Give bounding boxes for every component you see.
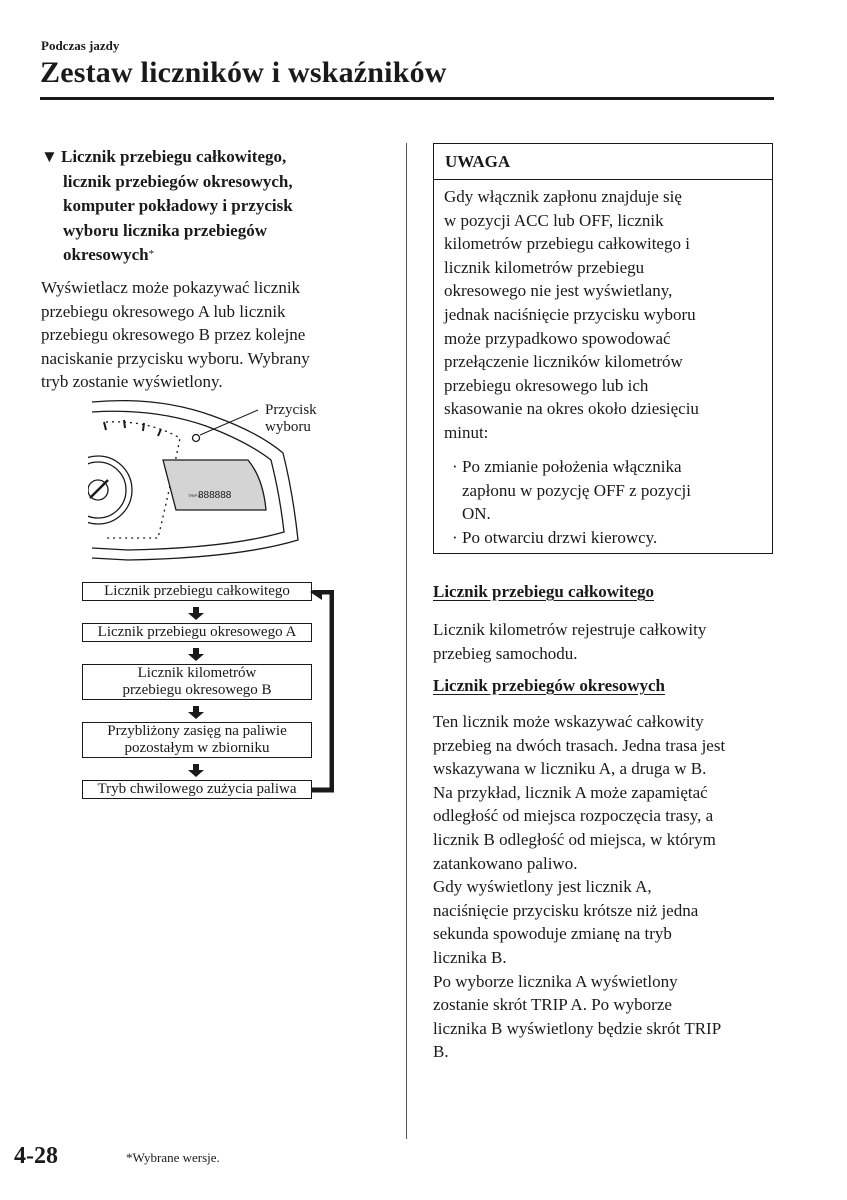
section-label: Podczas jazdy <box>41 38 120 53</box>
flow-step-trip-a <box>82 623 312 642</box>
bullet-line: zapłonu w pozycję OFF z pozycji <box>462 480 691 500</box>
heading-line-2: licznik przebiegów okresowych, <box>63 171 293 191</box>
heading-line-3: komputer pokładowy i przycisk <box>63 196 293 215</box>
triangle-marker-icon: ▼ <box>41 147 58 166</box>
trip-meters-paragraph <box>433 710 773 1064</box>
paragraph-line: zostanie skrót TRIP A. Po wyborze <box>433 995 672 1015</box>
paragraph-line: wskazywana w liczniku A, a druga w B. <box>433 759 707 779</box>
notice-header <box>434 144 772 180</box>
notice-line: kilometrów przebiegu całkowitego i <box>444 234 690 254</box>
heading-line-5: okresowych <box>63 245 149 264</box>
lcd-display <box>163 460 266 510</box>
intro-line: tryb zostanie wyświetlony. <box>41 372 223 392</box>
flow-step-label: Licznik przebiegu okresowego A <box>97 624 297 640</box>
notice-bullet <box>452 526 762 550</box>
paragraph-line: Na przykład, licznik A może zapamiętać <box>433 782 708 802</box>
bullet-dot-icon: · <box>452 527 458 547</box>
notice-line: przełączenie liczników kilometrów <box>444 352 683 372</box>
total-odometer-paragraph <box>433 618 773 665</box>
bullet-line: ON. <box>462 504 491 524</box>
paragraph-line: przebieg samochodu. <box>433 643 578 663</box>
footnote: *Wybrane wersje. <box>126 1150 220 1165</box>
column-divider <box>406 143 407 1139</box>
notice-line: może przypadkowo spowodować <box>444 328 671 348</box>
selector-button-callout <box>265 402 317 436</box>
flow-step-label: pozostałym w zbiorniku <box>124 740 270 756</box>
notice-line: okresowego nie jest wyświetlany, <box>444 281 673 301</box>
notice-body <box>444 185 764 445</box>
paragraph-line: Po wyborze licznika A wyświetlony <box>433 971 678 991</box>
paragraph-line: przebieg na dwóch trasach. Jedna trasa jest <box>433 735 726 755</box>
paragraph-line: zatankowano paliwo. <box>433 853 578 873</box>
paragraph-line: licznika B wyświetlony będzie skrót TRIP <box>433 1018 722 1038</box>
notice-line: skasowanie na okres około dziesięciu <box>444 399 699 419</box>
callout-line: Przycisk <box>265 402 317 418</box>
paragraph-line: licznika B. <box>433 947 507 967</box>
notice-line: licznik kilometrów przebiegu <box>444 257 645 277</box>
paragraph-line: odległość od miejsca rozpoczęcia trasy, a <box>433 806 714 826</box>
paragraph-line: licznik B odległość od miejsca, w którym <box>433 829 716 849</box>
footnote-mark: * <box>148 248 155 260</box>
bullet-line: Po zmianie położenia włącznika <box>462 457 682 476</box>
loop-back-arrow-icon <box>310 590 334 800</box>
paragraph-line: Licznik kilometrów rejestruje całkowity <box>433 620 707 639</box>
intro-line: przebiegu okresowego A lub licznik <box>41 301 286 321</box>
notice-line: minut: <box>444 422 489 442</box>
bullet-dot-icon: · <box>452 457 458 476</box>
selector-button-icon <box>193 435 200 442</box>
notice-line: Gdy włącznik zapłonu znajduje się <box>444 187 682 206</box>
heading-line-1: Licznik przebiegu całkowitego, <box>61 147 287 166</box>
subsection-title-trip-meters: Licznik przebiegów okresowych <box>433 676 666 695</box>
flow-step-label: Licznik przebiegu całkowitego <box>104 583 290 599</box>
paragraph-line: sekunda spowoduje zmianę na tryb <box>433 924 672 944</box>
bullet-line: Po otwarciu drzwi kierowcy. <box>462 527 658 547</box>
notice-line: przebiegu okresowego lub ich <box>444 375 649 395</box>
heading-line-4: wyboru licznika przebiegów <box>63 220 267 240</box>
notice-bullets <box>452 455 762 549</box>
paragraph-line: B. <box>433 1042 449 1062</box>
intro-line: Wyświetlacz może pokazywać licznik <box>41 278 301 297</box>
display-trip-label: TRIP A <box>188 493 201 498</box>
paragraph-line: Ten licznik może wskazywać całkowity <box>433 712 704 731</box>
subsection-title-total-odometer: Licznik przebiegu całkowitego <box>433 582 654 601</box>
notice-title: UWAGA <box>445 152 511 171</box>
flow-step-fuel-range <box>82 722 312 758</box>
paragraph-line: Gdy wyświetlony jest licznik A, <box>433 877 652 897</box>
intro-line: naciskanie przycisku wyboru. Wybrany <box>41 348 310 368</box>
display-odometer-value: 888888 <box>198 490 232 501</box>
flow-step-label: Tryb chwilowego zużycia paliwa <box>97 781 297 797</box>
flow-step-label: Przybliżony zasięg na paliwie <box>107 723 287 739</box>
flow-step-instant-consumption <box>82 780 312 799</box>
notice-line: jednak naciśnięcie przycisku wyboru <box>444 304 696 324</box>
notice-line: w pozycji ACC lub OFF, licznik <box>444 210 664 230</box>
notice-bullet <box>452 455 762 526</box>
title-rule <box>40 97 774 100</box>
page-title: Zestaw liczników i wskaźników <box>40 56 447 89</box>
paragraph-line: naciśnięcie przycisku krótsze niż jedna <box>433 900 699 920</box>
notice-box <box>433 143 773 554</box>
flow-step-label: Licznik kilometrów <box>137 665 257 681</box>
intro-line: przebiegu okresowego B przez kolejne <box>41 325 306 345</box>
flow-step-label: przebiegu okresowego B <box>122 682 272 698</box>
intro-paragraph <box>41 276 371 394</box>
callout-line: wyboru <box>265 419 311 435</box>
flow-step-total-odometer <box>82 582 312 601</box>
section-heading <box>41 145 371 268</box>
flow-step-trip-b <box>82 664 312 700</box>
page-number: 4-28 <box>14 1143 58 1169</box>
